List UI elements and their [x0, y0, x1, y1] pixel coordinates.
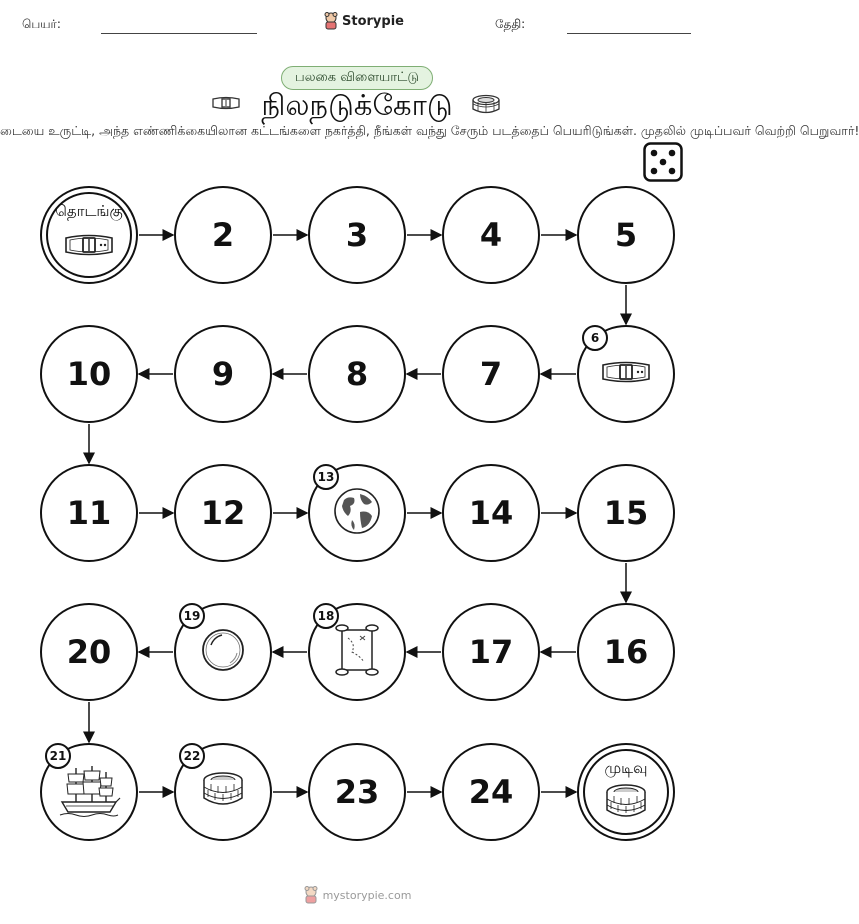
board-space-21[interactable]: [40, 743, 138, 841]
space-number: 23: [334, 773, 380, 811]
footer: [0, 886, 714, 904]
mascot-icon: [303, 886, 319, 904]
space-number-badge: 21: [45, 743, 71, 769]
board-space-3[interactable]: [308, 186, 406, 284]
scroll-map-icon: [334, 622, 380, 682]
footer-url[interactable]: mystorypie.com: [322, 888, 412, 902]
board-space-22[interactable]: [174, 743, 272, 841]
board-space-16[interactable]: [577, 603, 675, 701]
finish-space[interactable]: [577, 743, 675, 841]
space-number: 10: [66, 355, 112, 393]
start-space[interactable]: [40, 186, 138, 284]
space-number: 8: [345, 355, 369, 393]
board-space-6[interactable]: [577, 325, 675, 423]
game-type-badge: பலகை விளையாட்டு: [281, 66, 433, 90]
board-space-24[interactable]: [442, 743, 540, 841]
board-space-23[interactable]: [308, 743, 406, 841]
board-space-15[interactable]: [577, 464, 675, 562]
board-space-5[interactable]: [577, 186, 675, 284]
board-space-14[interactable]: [442, 464, 540, 562]
space-number: 3: [345, 216, 369, 254]
space-number: 20: [66, 633, 112, 671]
instructions: டையை உருட்டி, அந்த எண்ணிக்கையிலான கட்டங்களை நகர்த்தி, நீங்கள் வந்து சேரும் படத்தைப் பெயரிடுங்கள். முதலில் முடிப்பவர் வெற்றி பெறுவார்!: [0, 123, 859, 138]
date-label: தேதி:: [495, 17, 526, 31]
board-space-13[interactable]: [308, 464, 406, 562]
board-space-12[interactable]: [174, 464, 272, 562]
globe-icon: [330, 484, 384, 542]
board-space-8[interactable]: [308, 325, 406, 423]
name-label: பெயர்:: [22, 17, 61, 31]
space-number: 2: [211, 216, 235, 254]
ship-icon: [58, 762, 120, 822]
board-space-4[interactable]: [442, 186, 540, 284]
bubble-icon: [198, 625, 248, 679]
space-number-badge: 22: [179, 743, 205, 769]
brand-name: Storypie: [342, 13, 404, 29]
space-number: 16: [603, 633, 649, 671]
board-space-11[interactable]: [40, 464, 138, 562]
board-space-19[interactable]: [174, 603, 272, 701]
space-number: 4: [479, 216, 503, 254]
space-number: 14: [468, 494, 514, 532]
belt-icon: [600, 358, 652, 390]
board-space-7[interactable]: [442, 325, 540, 423]
board-space-2[interactable]: [174, 186, 272, 284]
page-title: நிலநடுக்கோடு: [261, 88, 453, 122]
finish-label: முடிவு: [604, 759, 648, 777]
space-number: 12: [200, 494, 246, 532]
space-number-badge: 19: [179, 603, 205, 629]
well-icon: [200, 770, 246, 814]
board-space-20[interactable]: [40, 603, 138, 701]
start-label: தொடங்கு: [55, 202, 123, 220]
board-space-17[interactable]: [442, 603, 540, 701]
space-number: 5: [614, 216, 638, 254]
space-number: 11: [66, 494, 112, 532]
space-number: 9: [211, 355, 235, 393]
space-number: 24: [468, 773, 514, 811]
board-space-9[interactable]: [174, 325, 272, 423]
space-number: 15: [603, 494, 649, 532]
belt-icon: [63, 231, 115, 263]
space-number: 17: [468, 633, 514, 671]
well-icon: [603, 782, 649, 826]
space-number-badge: 13: [313, 464, 339, 490]
space-number: 7: [479, 355, 503, 393]
space-number-badge: 6: [582, 325, 608, 351]
board-space-10[interactable]: [40, 325, 138, 423]
space-number-badge: 18: [313, 603, 339, 629]
board-space-18[interactable]: [308, 603, 406, 701]
